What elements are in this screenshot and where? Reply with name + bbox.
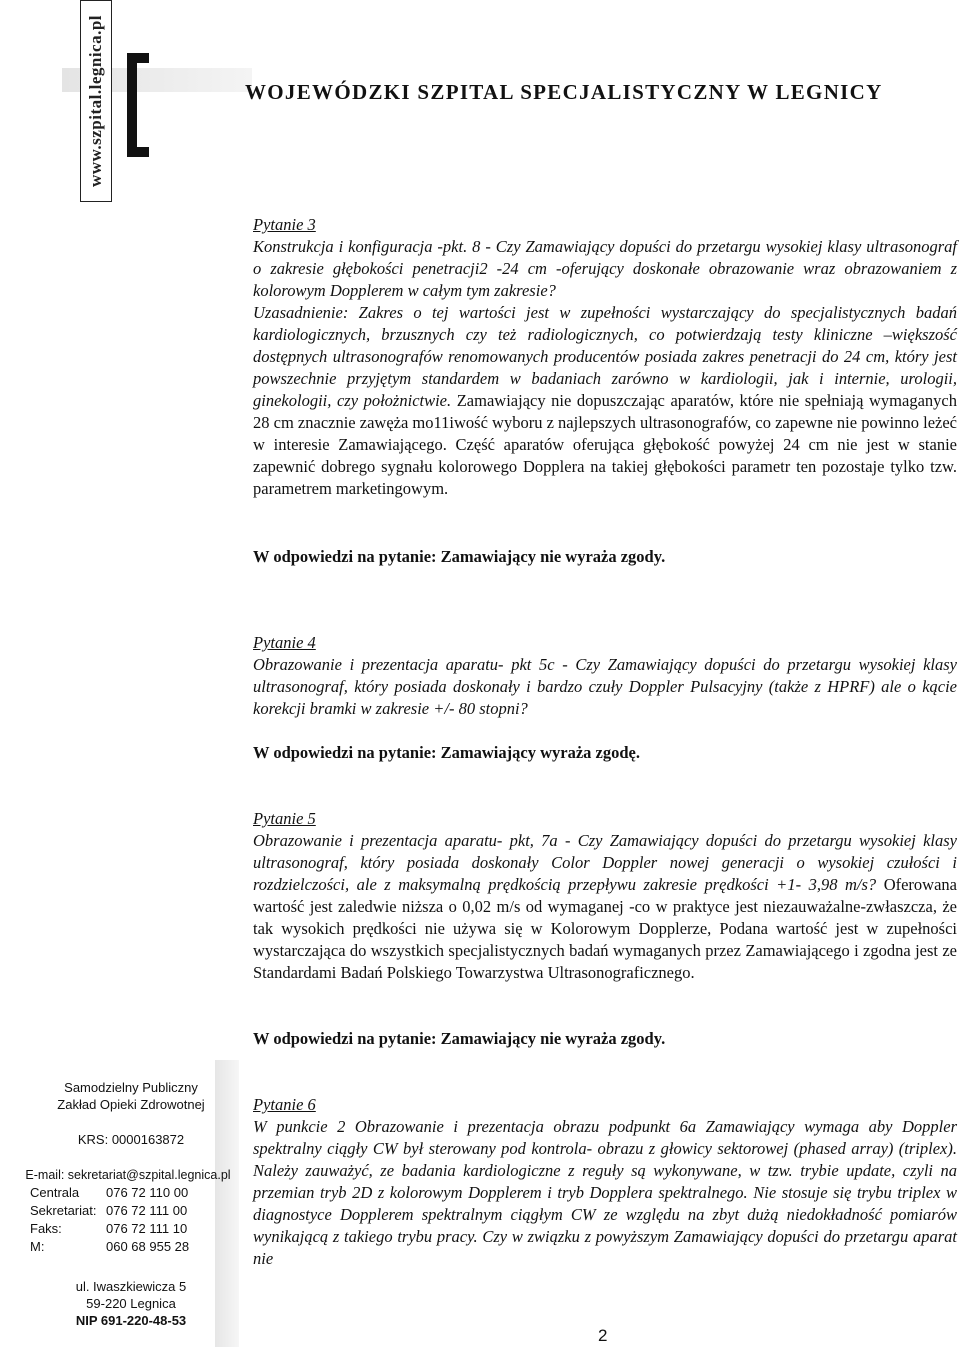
question-3-justification [253,302,957,500]
question-5-answer: W odpowiedzi na pytanie: Zamawiający nie wyraża zgody. [253,1029,666,1048]
logo-bracket-top [127,53,149,63]
contact-row [30,1238,230,1255]
contact-label: M: [30,1239,45,1254]
justification-rest: Zamawiający nie dopuszczając aparatów, które nie spełniają wymaganych 28 cm znacznie zawęża mo11iwość wyboru z najlepszych ultrasonografów, co zapewne nie powinno leżeć w interesie Zamawiającego. Część aparatów oferująca głębokość powyżej 24 cm nie jest w stanie zapewnić dobrego sygnału kolorowego Dopplera na takiej głębokości parametr ten pozostaje tylko tzw. parametrem marketingowym. [253,391,957,498]
url-banner-text: www.szpital.legnica.pl [86,14,105,188]
question-6-heading: Pytanie 6 [253,1095,316,1114]
question-5-italic: Obrazowanie i prezentacja aparatu- pkt, 7a - Czy Zamawiający dopuści do przetargu wysokiej klasy ultrasonograf, który posiada doskonały Color Doppler nowej generacji o wysokiej czułości i rozdzielczości, ale z maksymalną prędkością przepływu zakresie prędkości +1- 3,98 m/s? [253,831,957,894]
contact-label: Faks: [30,1221,62,1236]
contact-value: 076 72 110 00 [106,1185,189,1200]
street-address: ul. Iwaszkiewicza 5 [75,1279,187,1294]
hospital-name: WOJEWÓDZKI SZPITAL SPECJALISTYCZNY W LEGNICY [245,80,883,104]
question-3-answer: W odpowiedzi na pytanie: Zamawiający nie wyraża zgody. [253,547,666,566]
org-line-2: Zakład Opieki Zdrowotnej [57,1097,205,1112]
question-5-rest: Oferowana wartość jest zaledwie niższa o 0,02 m/s od wymaganej -co w praktyce jest niezauważalne-zwłaszcza, że tak wysokich prędkości nie używa się w Kolorowym Dopplerze, Podana wartość jest w zupełności wystarczająca do wszystkich specjalistycznych badań wymaganych przez Zamawiającego i zgodna jest ze Standardami Badań Polskiego Towarzystwa Ultrasonograficznego. [253,875,957,982]
org-line-1: Samodzielny Publiczny [64,1080,198,1095]
logo-bracket [127,53,137,157]
question-3-heading: Pytanie 3 [253,215,316,234]
question-5-text [253,830,957,984]
krs-number: KRS: 0000163872 [77,1132,185,1147]
contact-value: 076 72 111 00 [106,1203,188,1218]
justification-italic: Uzasadnienie: Zakres o tej wartości jest w zupełności wystarczający do specjalistycznych badań kardiologicznych, brzusznych czy też radiologicznych, co potwierdzają testy kliniczne –większość dostępnych ultrasonografów renomowanych producentów posiada zakres penetracji do 24 cm, który jest powszechnie przyjętym standardem w badaniach zarówno w kardiologii, jak i internie, urologii, ginekologii, czy położnictwie. [253,303,957,410]
city-address: 59-220 Legnica [86,1296,176,1311]
question-5-heading: Pytanie 5 [253,809,316,828]
contact-row [30,1202,230,1219]
question-4-text: Obrazowanie i prezentacja aparatu- pkt 5c - Czy Zamawiający dopuści do przetargu wysokiej klasy ultrasonograf, który posiada doskonały i bardzo czuły Doppler Pulsacyjny (także z HPRF) ale o kącie korekcji bramki w zakresie +/- 80 stopni? [253,655,957,718]
email: E-mail: sekretariat@szpital.legnica.pl [25,1168,231,1182]
contact-label: Sekretariat: [30,1203,97,1218]
question-3-text: Konstrukcja i konfiguracja -pkt. 8 - Czy Zamawiający dopuści do przetargu wysokiej klasy ultrasonograf o zakresie głębokości penetracji2 -24 cm -oferujący doskonałe obrazowanie wraz obrazowaniem z kolorowym Dopplerem w całym tym zakresie? [253,237,957,300]
nip-number: NIP 691-220-48-53 [75,1313,187,1328]
question-4-answer: W odpowiedzi na pytanie: Zamawiający wyraża zgodę. [253,743,640,762]
contact-value: 060 68 955 28 [106,1239,190,1254]
question-4-heading: Pytanie 4 [253,633,316,652]
url-banner [80,0,112,202]
contact-row [30,1220,230,1237]
contact-value: 076 72 111 10 [106,1221,188,1236]
contact-row [30,1184,230,1201]
logo-bracket-bottom [127,147,149,157]
page-number: 2 [598,1326,608,1345]
contact-label: Centrala [30,1185,80,1200]
question-6-text: W punkcie 2 Obrazowanie i prezentacja obrazu podpunkt 6a Zamawiający wymaga aby Doppler spektralny ciągły CW był sterowany pod kontrola- obrazu z głowicy sektorowej (phased array) (triplex). Należy zauważyć, ze badania kardiologiczne z reguły są wykonywane, w tzw. trybie update, czyli na przemian tryb 2D z kolorowym Dopplerem i tryb Dopplera spektralnego. Nie stosuje się trybu triplex w diagnostyce Dopplerem spektralnym ciągłym CW ze względu na zbyt dużą niedokładność pomiarów wynikającą z takiego trybu pracy. Czy w związku z powyższym Zamawiający dopuści do przetargu aparat nie [253,1117,957,1268]
